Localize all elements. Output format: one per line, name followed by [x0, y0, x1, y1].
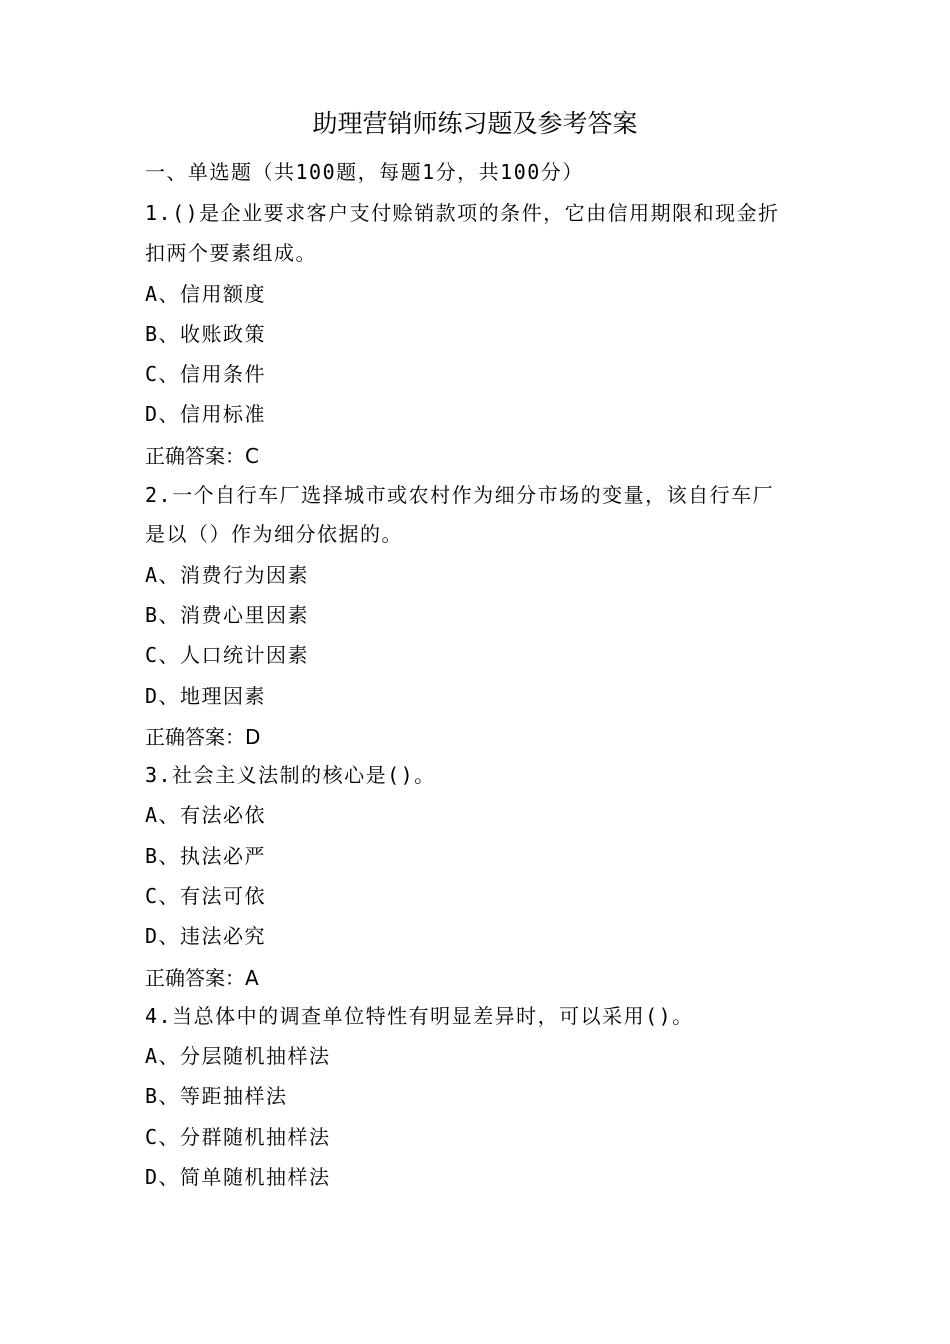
question-4-option-d: D、简单随机抽样法: [145, 1165, 331, 1189]
question-3-option-c: C、有法可依: [145, 884, 267, 908]
question-4-option-a: A、分层随机抽样法: [145, 1044, 331, 1068]
question-3-stem-line-1: 3.社会主义法制的核心是()。: [145, 763, 436, 787]
question-4-option-b: B、等距抽样法: [145, 1084, 288, 1108]
question-1-option-c: C、信用条件: [145, 362, 267, 386]
question-2-option-d: D、地理因素: [145, 684, 267, 708]
question-2-answer: 正确答案：D: [145, 725, 261, 749]
document-title: 助理营销师练习题及参考答案: [312, 109, 638, 138]
question-4-stem-line-1: 4.当总体中的调查单位特性有明显差异时，可以采用()。: [145, 1004, 694, 1028]
question-2-stem-line-1: 2.一个自行车厂选择城市或农村作为细分市场的变量，该自行车厂: [145, 483, 775, 507]
question-1-answer: 正确答案：C: [145, 444, 259, 468]
question-1-option-d: D、信用标准: [145, 402, 267, 426]
question-1-option-b: B、收账政策: [145, 322, 267, 346]
question-4-option-c: C、分群随机抽样法: [145, 1125, 331, 1149]
question-3-option-d: D、违法必究: [145, 924, 267, 948]
question-2-option-c: C、人口统计因素: [145, 643, 310, 667]
question-1-stem-line-2: 扣两个要素组成。: [145, 241, 317, 265]
question-1-option-a: A、信用额度: [145, 282, 267, 306]
question-2-option-a: A、消费行为因素: [145, 563, 310, 587]
section-heading: 一、单选题（共100题，每题1分，共100分）: [145, 160, 584, 184]
question-3-option-b: B、执法必严: [145, 844, 267, 868]
question-2-option-b: B、消费心里因素: [145, 603, 310, 627]
question-2-stem-line-2: 是以（）作为细分依据的。: [145, 522, 403, 546]
question-1-stem-line-1: 1.()是企业要求客户支付赊销款项的条件，它由信用期限和现金折: [145, 201, 780, 225]
question-3-option-a: A、有法必依: [145, 803, 267, 827]
question-3-answer: 正确答案：A: [145, 966, 259, 990]
